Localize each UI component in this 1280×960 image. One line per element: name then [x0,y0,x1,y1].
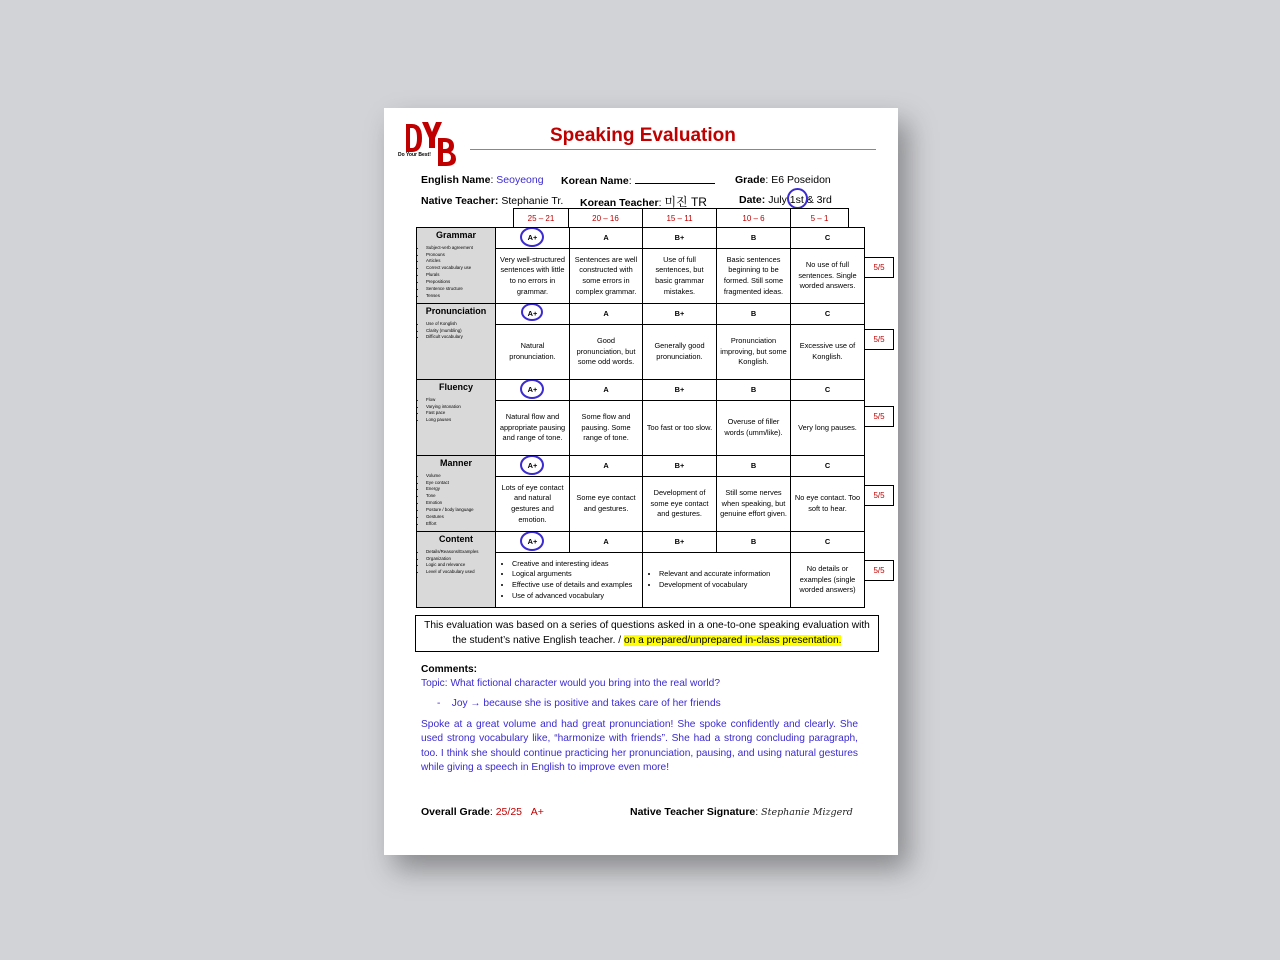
description-cell: Very well-structured sentences with little to no errors in grammar. [496,249,570,304]
grade-a-plus-selected: A+ [496,456,570,477]
score-range: 15 – 11 [642,208,716,228]
grade-a-plus-selected: A+ [496,380,570,401]
english-name-field: English Name: Seoyeong [421,174,544,186]
comments-paragraph: Spoke at a great volume and had great pronunciation! She spoke confidently and clearly. She used strong vocabulary like, “harmonize with friends”. She had a strong concluding paragraph, too. I think she should continue practicing her pronunciation, pausing, and using natural gestures while giving a speech in English to improve even more! [421,719,858,773]
signature-label: Native Teacher Signature [630,806,756,818]
selection-circle [520,532,544,552]
criteria-list: • Details/Reasons/Examples • Organization • Logic and relevance • Level of vocabulary used [419,549,493,576]
pronunciation-grade-row [417,304,865,325]
date-field [739,194,832,206]
content-b-level-list: • Relevant and accurate information • Development of vocabulary [643,553,791,608]
title-rule [470,149,876,150]
description-cell: Natural flow and appropriate pausing and range of tone. [496,401,570,456]
native-teacher-label: Native Teacher: [421,195,499,207]
date-rest: & 3rd [806,194,832,206]
dyb-logo [396,118,460,166]
description-cell: Excessive use of Konglish. [791,325,865,380]
grade-a-plus-selected: A+ [496,532,570,553]
score-range-row [513,208,849,228]
selection-circle [520,228,544,248]
description-cell: Too fast or too slow. [643,401,717,456]
grade-value: E6 Poseidon [771,174,831,186]
korean-teacher-value: 미진 TR [664,195,707,209]
selection-circle [521,304,543,322]
grade-a: A [570,304,643,325]
grade-b: B [717,228,791,249]
overall-letter-grade: A+ [530,806,544,818]
grade-b-plus: B+ [643,380,717,401]
description-cell: Natural pronunciation. [496,325,570,380]
grade-a: A [570,380,643,401]
english-name-value: Seoyeong [496,174,544,186]
description-cell: Good pronunciation, but some odd words. [570,325,643,380]
description-cell: No eye contact. Too soft to hear. [791,477,865,532]
manner-grade-row [417,456,865,477]
grade-a-plus-selected: A+ [496,228,570,249]
grade-c: C [791,380,865,401]
rubric-table [416,227,865,608]
selection-circle [520,380,544,400]
description-cell: Generally good pronunciation. [643,325,717,380]
date-day-circled: 1st [790,194,804,206]
native-teacher-field [421,195,563,207]
teacher-signature: Native Teacher Signature: Stephanie Mizgerd [630,806,853,818]
date-label: Date: [739,194,766,206]
comments-section [421,664,858,775]
description-cell: Some eye contact and gestures. [570,477,643,532]
native-teacher-value: Stephanie Tr. [501,195,564,207]
score-range: 10 – 6 [716,208,790,228]
description-cell: Pronunciation improving, but some Konglish. [717,325,791,380]
grade-b-plus: B+ [643,456,717,477]
grade-label: Grade [735,174,766,186]
grade-a: A [570,456,643,477]
score-range: 5 – 1 [790,208,849,228]
criteria-list: • Flow • Varying intonation • Fast pace • Long pauses [419,397,493,424]
category-title: Content [439,534,473,544]
comments-topic: Topic: What fictional character would you bring into the real world? [421,678,720,689]
selection-circle [520,456,544,476]
content-a-level-list: • Creative and interesting ideas • Logical arguments • Effective use of details and examples • Use of advanced vocabulary [496,553,643,608]
description-cell: Sentences are well constructed with some errors in complex grammar. [570,249,643,304]
signature-script: Stephanie Mizgerd [761,807,853,818]
description-cell: Basic sentences beginning to be formed. Still some fragmented ideas. [717,249,791,304]
grade-a-plus-selected: A+ [496,304,570,325]
grade-b: B [717,304,791,325]
korean-name-label: Korean Name [561,175,629,187]
document-title: Speaking Evaluation [550,125,736,146]
manner-criteria-cell [417,456,496,532]
fluency-score: 5/5 [864,406,894,427]
grammar-criteria-cell [417,228,496,304]
grade-c: C [791,304,865,325]
grade-c: C [791,228,865,249]
description-cell: Lots of eye contact and natural gestures and emotion. [496,477,570,532]
grade-b: B [717,380,791,401]
note-highlight: on a prepared/unprepared in-class presentation. [623,634,842,646]
comments-label: Comments: [421,664,478,675]
evaluation-document [384,108,898,855]
overall-grade-label: Overall Grade [421,806,490,818]
date-circle-mark [787,188,808,209]
grade-b: B [717,532,791,553]
logo-tagline: Do Your Best! [398,152,431,158]
content-score: 5/5 [864,560,894,581]
fluency-grade-row [417,380,865,401]
english-name-label: English Name [421,174,491,186]
grade-b-plus: B+ [643,532,717,553]
grade-b-plus: B+ [643,304,717,325]
description-cell: Use of full sentences, but basic grammar mistakes. [643,249,717,304]
grammar-score: 5/5 [864,257,894,278]
description-cell: Development of some eye contact and gestures. [643,477,717,532]
category-title: Fluency [438,382,473,392]
date-month: July [768,194,787,206]
category-title: Pronunciation [425,306,487,316]
content-grade-row [417,532,865,553]
description-cell: Overuse of filler words (umm/like). [717,401,791,456]
korean-name-field: Korean Name: [561,174,715,187]
korean-teacher-label: Korean Teacher [580,197,659,209]
category-title: Manner [439,458,472,468]
criteria-list: • Use of Konglish • Clarity (mumbling) • Difficult vocabulary [419,321,493,341]
description-cell: Some flow and pausing. Some range of tone. [570,401,643,456]
korean-teacher-field: Korean Teacher: 미진 TR [580,195,707,209]
note-text: This evaluation was based on a series of questions asked in a one-to-one speaking evaluation with the student’s native English teacher. / [424,620,870,646]
grade-b-plus: B+ [643,228,717,249]
pronunciation-score: 5/5 [864,329,894,350]
description-cell: No use of full sentences. Single worded answers. [791,249,865,304]
description-cell: No details or examples (single worded answers) [791,553,865,608]
content-criteria-cell [417,532,496,608]
overall-score: 25/25 [495,806,522,818]
grade-c: C [791,456,865,477]
grade-b: B [717,456,791,477]
grade-field: Grade: E6 Poseidon [735,174,831,186]
score-range: 20 – 16 [568,208,642,228]
evaluation-note [415,615,879,652]
overall-grade: Overall Grade: 25/25 A+ [421,806,544,818]
korean-name-blank [635,174,715,184]
description-cell: Very long pauses. [791,401,865,456]
comments-bullet: - Joy → because she is positive and takes care of her friends [437,698,721,709]
pronunciation-criteria-cell [417,304,496,380]
grade-a: A [570,228,643,249]
fluency-criteria-cell [417,380,496,456]
score-range: 25 – 21 [513,208,568,228]
grade-a: A [570,532,643,553]
category-title: Grammar [435,230,477,240]
description-cell: Still some nerves when speaking, but genuine effort given. [717,477,791,532]
manner-score: 5/5 [864,485,894,506]
grammar-grade-row [417,228,865,249]
grade-c: C [791,532,865,553]
criteria-list: • Volume • Eye contact • Energy • Tone • Emotion • Posture / body language • Gestures • Effort [419,473,493,528]
criteria-list: • Subject-verb agreement • Pronouns • Articles • Correct vocabulary use • Plurals • Prepositions • Sentence structure • Tenses [419,245,493,300]
